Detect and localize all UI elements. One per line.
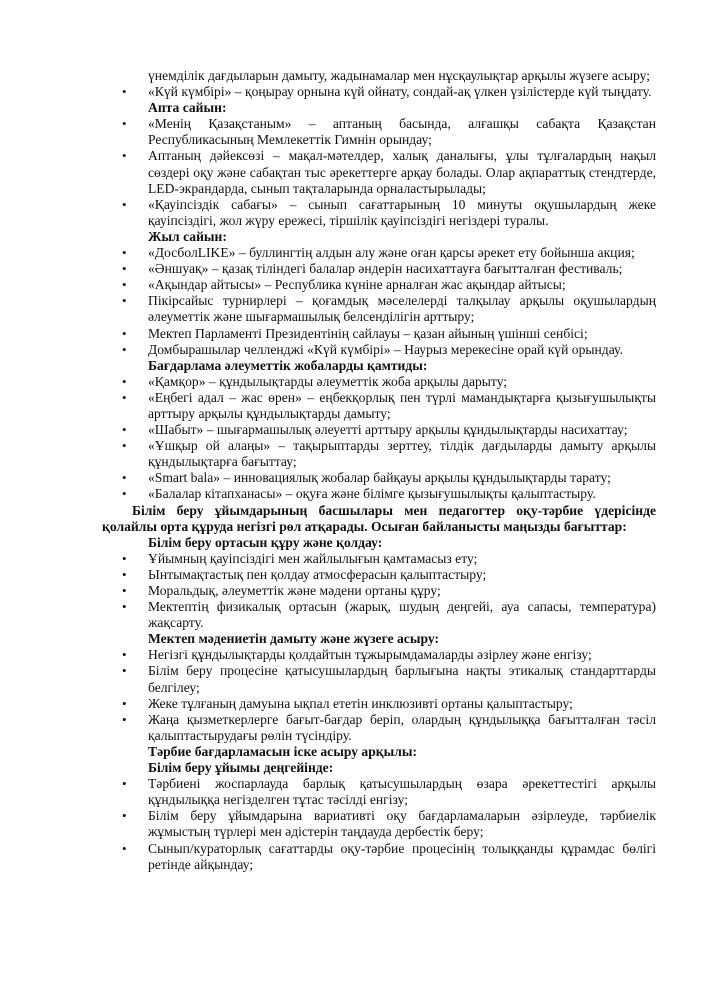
list-item: • Мектептің физикалық ортасын (жарық, шудың деңгейі, ауа сапасы, температура) жақсарту. bbox=[118, 599, 656, 631]
culture-heading: Мектеп мәдениетін дамыту және жүзеге асыру: bbox=[148, 631, 439, 647]
list-item: • Домбырашылар челленджі «Күй күмбірі» – Наурыз мерекесіне орай күй орындау. bbox=[118, 342, 656, 358]
yearly-heading: Жыл сайын: bbox=[148, 228, 227, 244]
intro-list bbox=[118, 84, 656, 100]
weekly-heading: Апта сайын: bbox=[148, 100, 227, 116]
list-item: • «Ұшқыр ой алаңы» – тақырыптарды зерттеу, тілдік дағдыларды дамыту арқылы құндылықтарға бағыттау; bbox=[118, 438, 656, 470]
education-program-heading: Тәрбие бағдарламасын іске асыру арқылы: bbox=[148, 743, 417, 759]
continuation-text: үнемділік дағдыларын дамыту, жадынамалар мен нұсқаулықтар арқылы жүзеге асыру; bbox=[148, 68, 651, 83]
list-item: • Тәрбиені жоспарлауда барлық қатысушылардың өзара әрекеттестігі арқылы құндылыққа негізделген тұтас тәсілді енгізу; bbox=[118, 776, 656, 808]
environment-heading: Білім беру ортасын құру және қолдау: bbox=[148, 534, 383, 550]
list-item: • Пікірсайыс турнирлері – қоғамдық мәселелерді талқылау арқылы оқушылардың әлеуметтік және шығармашылық белсенділігін арттыру; bbox=[118, 293, 656, 325]
page-content bbox=[102, 68, 656, 873]
yearly-list bbox=[118, 245, 656, 358]
list-item: • «Қамқор» – құндылықтарды әлеуметтік жоба арқылы дарыту; bbox=[118, 374, 656, 390]
list-item: • Моральдық, әлеуметтік және мәдени ортаны құру; bbox=[118, 583, 656, 599]
list-item: • Жаңа қызметкерлерге бағыт-бағдар беріп, олардың құндылыққа бағытталған тәсіл қалыптастырудағы рөлін түсіндіру. bbox=[118, 712, 656, 744]
list-item: • «Балалар кітапханасы» – оқуға және білімге қызығушылықты қалыптастыру. bbox=[118, 486, 656, 502]
list-item: • Білім беру ұйымдарына вариативті оқу бағдарламаларын әзірлеуде, тәрбиелік жұмыстың түрлері мен әдістерін таңдауда дербестік беру; bbox=[118, 808, 656, 840]
list-item: • «Еңбегі адал – жас өрен» – еңбекқорлық пен түрлі мамандықтарға қызығушылықты арттыру арқылы құндылықтарды дамыту; bbox=[118, 390, 656, 422]
list-item: • «Әншуақ» – қазақ тіліндегі балалар әндерін насихаттауға бағытталған фестиваль; bbox=[118, 261, 656, 277]
education-program-list bbox=[118, 776, 656, 873]
list-item: • Білім беру процесіне қатысушылардың барлығына нақты этикалық стандарттарды белгілеу; bbox=[118, 663, 656, 695]
list-item: • Сынып/кураторлық сағаттарды оқу-тәрбие процесінің толыққанды құрамдас бөлігі ретінде айқындау; bbox=[118, 841, 656, 873]
list-item: • Ынтымақтастық пен қолдау атмосферасын қалыптастыру; bbox=[118, 567, 656, 583]
list-item: • «Ақындар айтысы» – Республика күніне арналған жас ақындар айтысы; bbox=[118, 277, 656, 293]
list-item: • Мектеп Парламенті Президентінің сайлауы – қазан айының үшінші сенбісі; bbox=[118, 326, 656, 342]
list-item: • Ұйымның қауіпсіздігі мен жайлылығын қамтамасыз ету; bbox=[118, 551, 656, 567]
culture-list bbox=[118, 647, 656, 744]
program-heading: Бағдарлама әлеуметтік жобаларды қамтиды: bbox=[148, 357, 428, 373]
program-list bbox=[118, 374, 656, 503]
weekly-list bbox=[118, 116, 656, 229]
list-item: • «Күй күмбірі» – қоңырау орнына күй ойнату, сондай-ақ үлкен үзілістерде күй тыңдату. bbox=[118, 84, 656, 100]
list-item: • Жеке тұлғаның дамуына ықпал ететін инклюзивті ортаны қалыптастыру; bbox=[118, 696, 656, 712]
list-item: • «Менің Қазақстаным» – аптаның басында, алғашқы сабақта Қазақстан Республикасының Мемлекеттік Гимнін орындау; bbox=[118, 116, 656, 148]
list-item: • «Қауіпсіздік сабағы» – сынып сағаттарының 10 минуты оқушылардың жеке қауіпсіздігі, жол жүру ережесі, тіршілік қауіпсіздігі негіздері туралы. bbox=[118, 197, 656, 229]
list-item: • «Шабыт» – шығармашылық әлеуетті арттыру арқылы құндылықтарды насихаттау; bbox=[118, 422, 656, 438]
list-item: • Аптаның дәйексөзі – мақал-мәтелдер, халық даналығы, ұлы тұлғалардың нақыл сөздері оқу және сабақтан тыс әрекеттерге арқау болады. Олар ақпараттық стендтерде, LED-экрандарда, сынып тақталарында орналастырылады; bbox=[118, 148, 656, 196]
education-program-subheading: Білім беру ұйымы деңгейінде: bbox=[148, 760, 334, 776]
environment-list bbox=[118, 551, 656, 631]
leaders-paragraph: Білім беру ұйымдарының басшылары мен педагогтер оқу-тәрбие үдерісінде қолайлы орта құруда негізгі рөл атқарады. Осыған байланысты маңызды бағыттар: bbox=[102, 502, 656, 534]
list-item: • «ДосболLIKE» – буллингтің алдын алу және оған қарсы әрекет ету бойынша акция; bbox=[118, 245, 656, 261]
list-item: • Негізгі құндылықтарды қолдайтын тұжырымдамаларды әзірлеу және енгізу; bbox=[118, 647, 656, 663]
list-item: • «Smart bala» – инновациялық жобалар байқауы арқылы құндылықтарды тарату; bbox=[118, 470, 656, 486]
